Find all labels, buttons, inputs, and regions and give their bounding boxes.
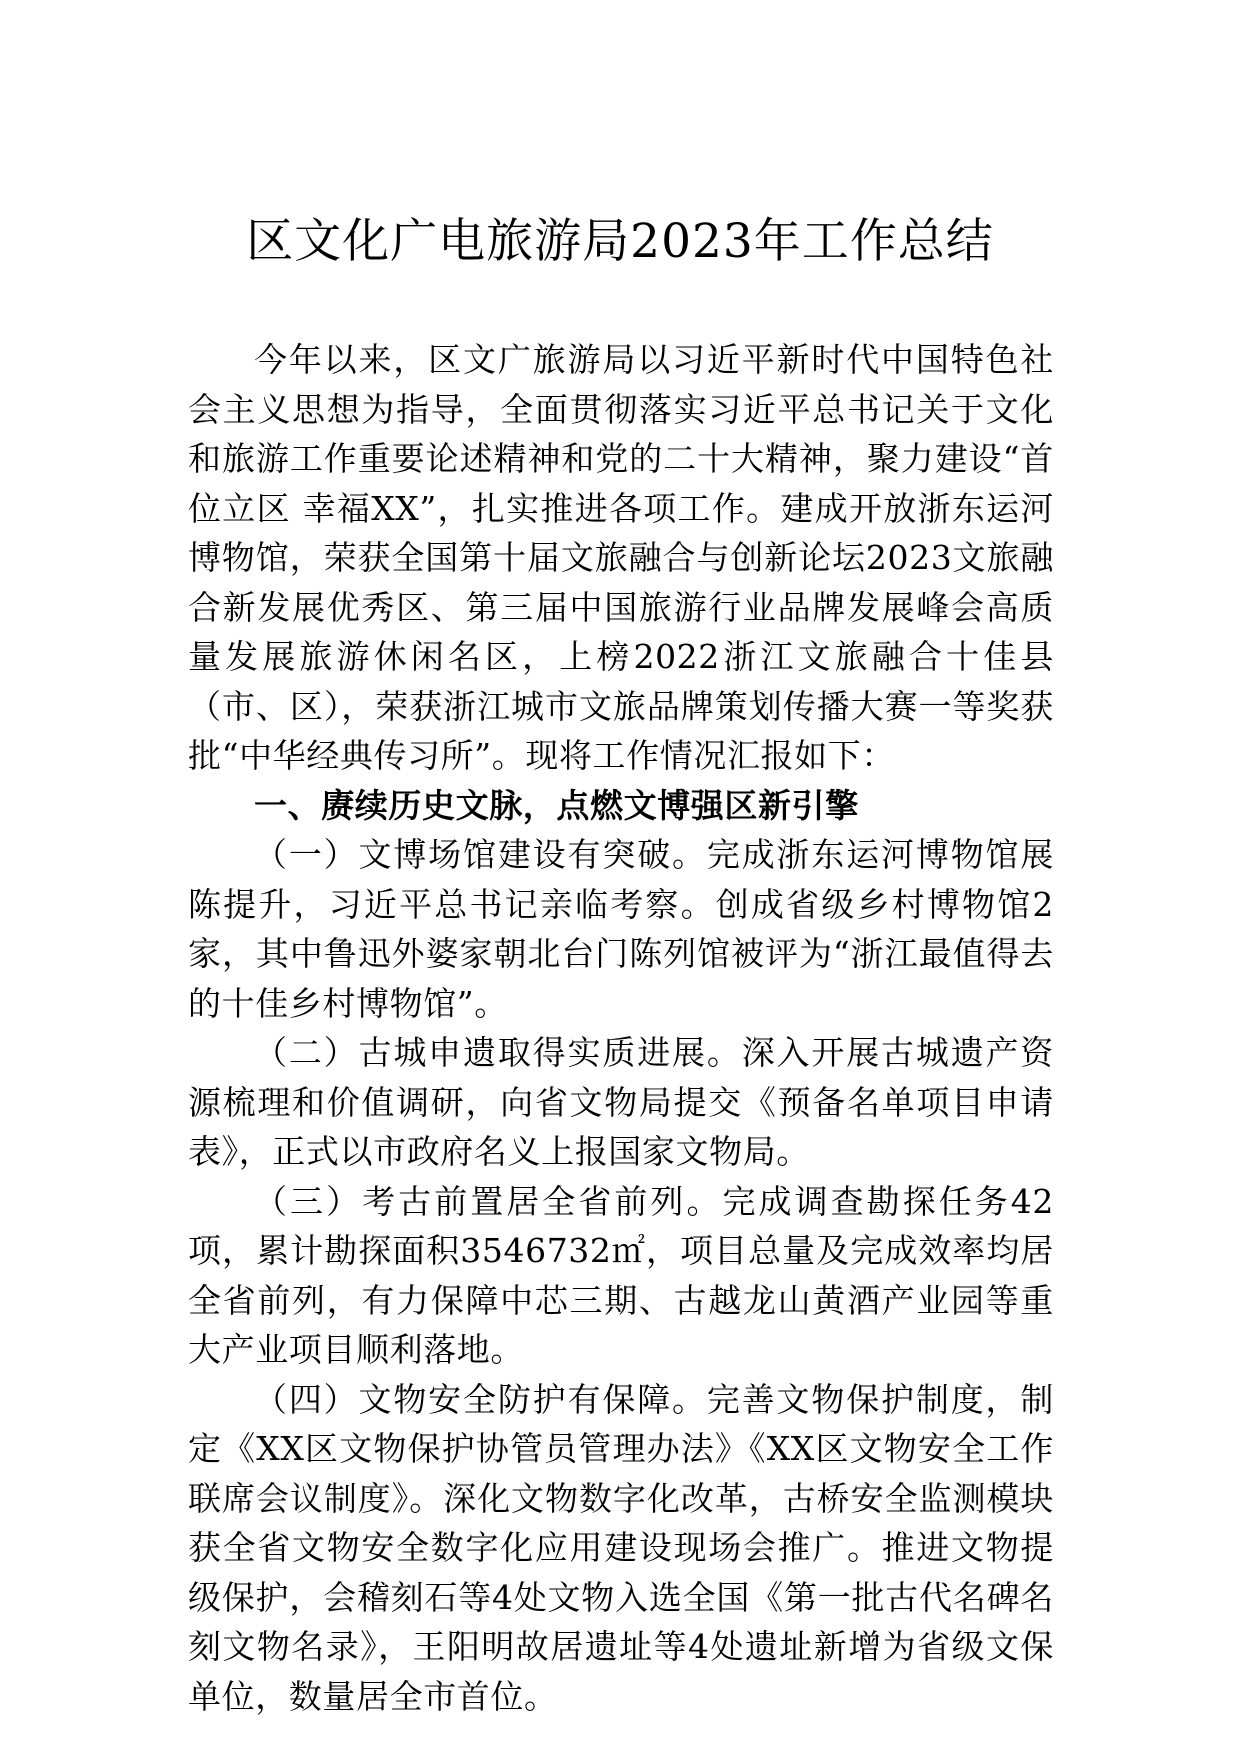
intro-paragraph: 今年以来，区文广旅游局以习近平新时代中国特色社会主义思想为指导，全面贯彻落实习近平总书记关于文化和旅游工作重要论述精神和党的二十大精神，聚力建设“首位立区 幸福XX”，扎实推进各项工作。建成开放浙东运河博物馆，荣获全国第十届文旅融合与创新论坛2023文旅融合新发展优秀区、第三届中国旅游行业品牌发展峰会高质量发展旅游休闲名区，上榜2022浙江文旅融合十佳县（市、区），荣获浙江城市文旅品牌策划传播大赛一等奖获批“中华经典传习所”。现将工作情况汇报如下： xyxy=(188,340,1054,775)
document-body xyxy=(188,335,1054,1721)
subsection-paragraph-2: （二）古城申遗取得实质进展。深入开展古城遗产资源梳理和价值调研，向省文物局提交《预备名单项目申请表》，正式以市政府名义上报国家文物局。 xyxy=(188,1033,1054,1171)
document-title: 区文化广电旅游局2023年工作总结 xyxy=(246,214,994,269)
subsection-paragraph-1: （一）文博场馆建设有突破。完成浙东运河博物馆展陈提升，习近平总书记亲临考察。创成省级乡村博物馆2家，其中鲁迅外婆家朝北台门陈列馆被评为“浙江最值得去的十佳乡村博物馆”。 xyxy=(188,835,1054,1023)
subsection-paragraph-4: （四）文物安全防护有保障。完善文物保护制度，制定《XX区文物保护协管员管理办法》《XX区文物安全工作联席会议制度》。深化文物数字化改革，古桥安全监测模块获全省文物安全数字化应用建设现场会推广。推进文物提级保护，会稽刻石等4处文物入选全国《第一批古代名碑名刻文物名录》，王阳明故居遗址等4处遗址新增为省级文保单位，数量居全市首位。 xyxy=(188,1379,1054,1716)
subsection-paragraph-3: （三）考古前置居全省前列。完成调查勘探任务42项，累计勘探面积3546732㎡，项目总量及完成效率均居全省前列，有力保障中芯三期、古越龙山黄酒产业园等重大产业项目顺利落地。 xyxy=(188,1181,1054,1369)
section-heading-1: 一、赓续历史文脉，点燃文博强区新引擎 xyxy=(254,785,859,825)
